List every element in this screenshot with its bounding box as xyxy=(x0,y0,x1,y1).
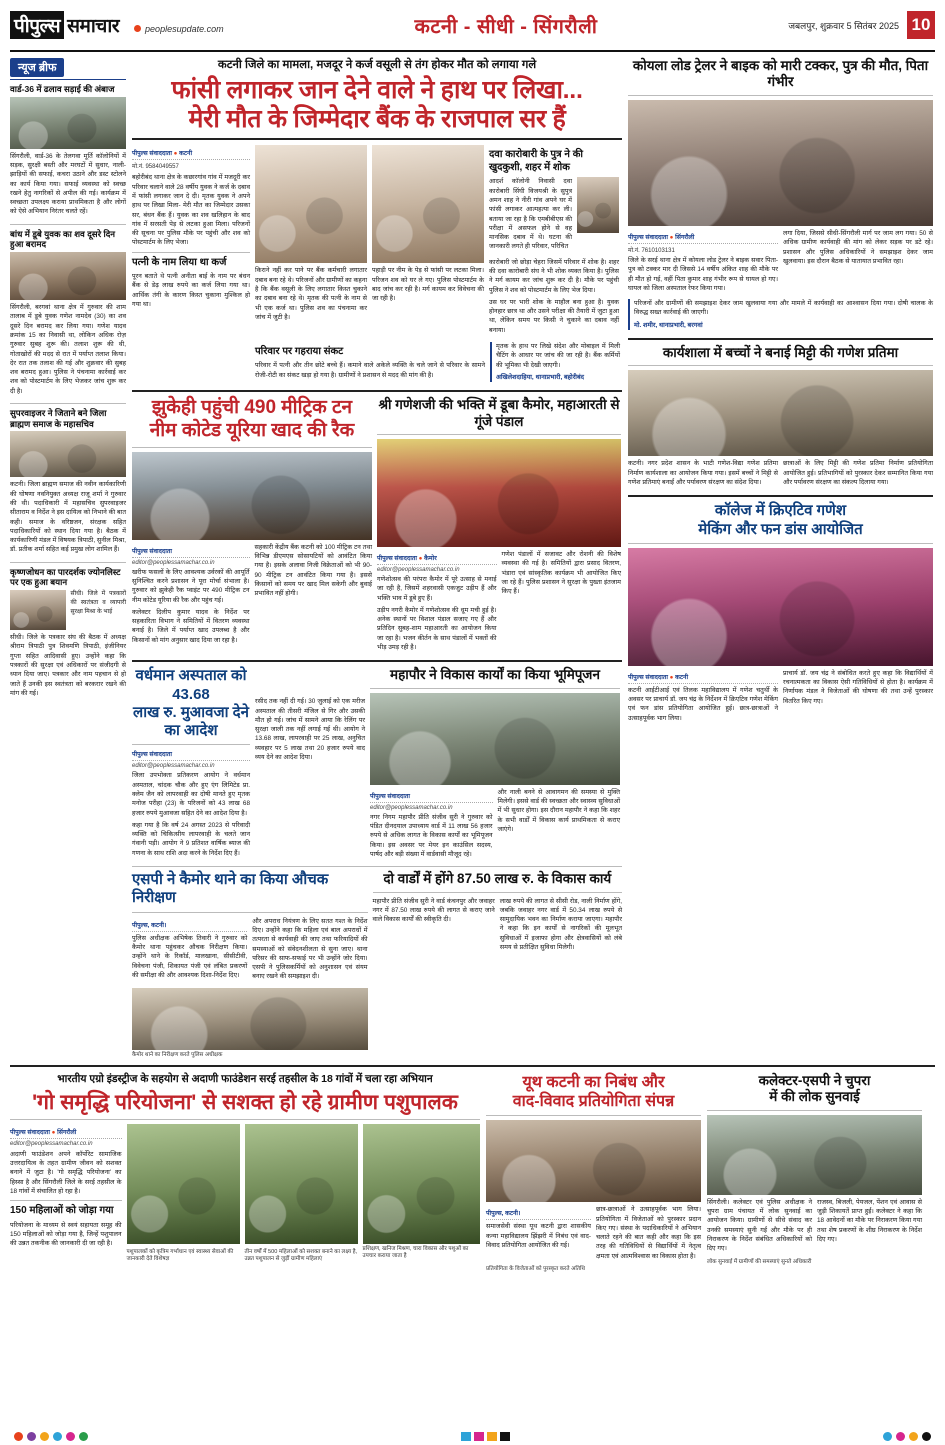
divider xyxy=(10,1200,122,1201)
two-wards-body-2: लाख रुपये की लागत से सीसी रोड, नाली निर्माण होंगे, जबकि जवाहर नगर वार्ड में 50.34 लाख रुपये से सामुदायिक भवन का निर्माण कराया जाएगा। महापौर ने कहा कि इन कार्यों से नागरिकों की मूलभूत सुविधाओं में इजाफा होगा और क्षेत्रवासियों को लंबे समय से प्रतीक्षित सुविधा मिलेगी। xyxy=(499,897,623,951)
accident-phone: मो.नं. 7610103131 xyxy=(628,247,675,254)
accident-byline: पीपुल्स संवाददाता ● सिंगरौली xyxy=(628,232,778,244)
suicide-portrait-photo xyxy=(577,177,619,233)
divider xyxy=(10,562,126,563)
collector-headline-line1: कलेक्टर-एसपी ने चुपरा xyxy=(758,1072,871,1088)
police-byline: पीपुल्स, कटनी। xyxy=(132,920,247,932)
college-byline: पीपुल्स संवाददाता ● कटनी xyxy=(628,672,778,684)
ganesh-headline: श्री गणेशजी की भक्ति में डूबा कैमोर, महाआरती से गूंजे पंडाल xyxy=(378,397,620,429)
brief-headline: बांध में डूबे युवक का शव दूसरे दिन हुआ बरामद xyxy=(10,228,116,250)
ganesh-photo xyxy=(377,439,621,547)
urea-headline-line2: नीम कोटेड यूरिया खाद की रैक xyxy=(149,419,355,441)
clay-ganesh-photo xyxy=(628,370,933,456)
suicide-pullquote xyxy=(490,342,620,385)
divider xyxy=(10,1119,480,1120)
urea-body-3: सहकारी केंद्रीय बैंक कटनी को 100 मीट्रिक टन तथा विभिन्न डीएमएस सोसायटियों को आवंटित किया गया है। इसके अलावा निजी विक्रेताओं को भी 90-90 मीट्रिक टन आवंटित किया गया है। इससे किसानों को समय पर खाद मिल सकेगी और बुवाई प्रभावित नहीं होगी। xyxy=(254,543,372,598)
lead-kicker: कटनी जिले का मामला, मजदूर ने कर्ज वसूली से तंग होकर मौत को लगाया गले xyxy=(217,59,537,71)
lead-body-2: किराने नहीं कर पाने पर बैंक कर्मचारी लगातार दबाव बना रहे थे। परिजनों और ग्रामीणों का कहना है कि बैंक वसूली के लिए लगातार किस्त चुकाने का दबाव बना रहे थे। मृतक की पत्नी के नाम से भी एक कर्ज था। पुलिस शव का पंचनामा कर जांच में जुटी है। xyxy=(255,267,367,321)
govansh-story[interactable] xyxy=(10,1073,480,1273)
collector-headline-line2: में की लोक सुनवाई xyxy=(769,1089,860,1105)
bullet-icon: ● xyxy=(173,150,178,158)
hospital-byline: पीपुल्स संवाददाता xyxy=(132,749,250,761)
urea-email: editor@peoplessamachar.co.in xyxy=(132,559,215,566)
govansh-photo-1 xyxy=(127,1124,240,1244)
ganesh-body-3: गणेश पंडालों में सजावट और रोशनी की विशेष व्यवस्था की गई है। समितियों द्वारा प्रसाद वितरण, भंडारा एवं सांस्कृतिक कार्यक्रम भी आयोजित किए जा रहे हैं। पुलिस प्रशासन ने सुरक्षा के पुख्ता इंतजाम किए हैं। xyxy=(501,551,621,596)
suicide-body-3: उस घर पर भारी शोक के माहौल बना हुआ है। युवक होनहार छात्र था और उसने परीक्षा की तैयारी में जुटा हुआ था, लेकिन समय पर किसी ने चुकाने का दबाव नहीं बनाया। xyxy=(489,298,619,334)
color-dot xyxy=(909,1432,918,1441)
accident-pullquote: परिजनों और ग्रामीणों की समझाइश देकर जाम खुलवाया गया और मामले में कार्यवाही का आश्वासन दिया गया। दोषी चालक के विरुद्ध सख्त कार्रवाई की जाएगी। xyxy=(634,300,933,317)
divider xyxy=(486,1115,701,1116)
urea-story[interactable] xyxy=(132,397,372,655)
brief-photo xyxy=(10,252,126,300)
divider xyxy=(10,224,126,225)
urea-headline-line1: झुकेही पहुंची 490 मीट्रिक टन xyxy=(151,397,353,419)
bullet-icon: ● xyxy=(669,233,674,241)
lead-headline-line1: फांसी लगाकर जान देने वाले ने हाथ पर लिखा... xyxy=(171,75,583,104)
color-dot xyxy=(66,1432,75,1441)
masthead-right xyxy=(788,11,935,39)
lead-text-block-2 xyxy=(255,145,367,325)
logo-secondary: समाचार xyxy=(67,16,120,37)
hospital-headline-line2: लाख रु. मुआवजा देने का आदेश xyxy=(133,703,249,740)
bullet-icon: ● xyxy=(51,1128,56,1136)
brief-item[interactable] xyxy=(10,408,126,558)
govansh-strap: भारतीय एग्रो इंडस्ट्रीज के सहयोग से अदाणी फाउंडेशन सरई तहसील के 18 गांवों में चला रहा अभियान xyxy=(57,1072,433,1085)
divider xyxy=(628,495,933,497)
collector-caption: लोक सुनवाई में ग्रामीणों की समस्याएं सुनते अधिकारी xyxy=(707,1258,812,1265)
govansh-headline: 'गो समृद्धि परियोजना' से सशक्त हो रहे ग्रामीण पशुपालक xyxy=(32,1090,458,1114)
college-photo xyxy=(628,548,933,666)
govansh-caption-2: तीन वर्षों में 500 महिलाओं को सशक्त बनाने का लक्ष्य है, उन्नत पशुपालन से जुड़ीं ग्रामीण महिलाएं xyxy=(244,1248,358,1263)
police-headline: एसपी ने कैमोर थाने का किया औचक निरीक्षण xyxy=(132,871,329,907)
third-row xyxy=(132,667,622,862)
lead-body-3: पहाड़ी पर नीम के पेड़ से फांसी पर लटका मिला। परिजन शव को घर ले गए। पुलिस पोस्टमार्टम के बाद जांच कर रही है। मर्ग कायम कर विवेचना की जा रही है। xyxy=(372,267,484,303)
lead-text-block-3 xyxy=(372,145,484,306)
news-brief-header xyxy=(10,58,126,80)
urea-body-1: खरीफ फसलों के लिए आवश्यक उर्वरकों की आपूर्ति सुनिश्चित करने प्रशासन ने पूरा मोर्चा संभाला है। गुरुवार को झुकेही रैक प्वाइंट पर 490 मीट्रिक टन नीम कोटेड यूरिया की रैक और पहुंच गई। xyxy=(132,568,250,604)
police-photo xyxy=(132,988,368,1050)
reporter-phone: मो.नं. 9584049557 xyxy=(132,164,179,171)
divider xyxy=(132,866,622,867)
suicide-body-2: कारोबारी जो छोड़ा चेहरा जिसमें परिवार में शोक है। शहर की दवा कारोबारी संघ ने भी शोक व्यक्त किया है। पुलिस ने मर्ग कायम कर जांच शुरू कर दी है। मौके पर पहुंची पुलिस ने शव को पोस्टमार्टम के लिए भेज दिया। xyxy=(489,258,619,294)
college-body-2: प्राचार्य डॉ. जय चंद्र ने संबोधित करते हुए कहा कि विद्यार्थियों में रचनात्मकता का विकास ऐसी गतिविधियों से होता है। कार्यक्रम में निर्णायक मंडल ने विजेताओं की घोषणा की तथा उन्हें पुरस्कार वितरित किए गए। xyxy=(783,669,933,705)
divider xyxy=(373,892,622,893)
lead-sub-headline-1: पत्नी के नाम लिया था कर्ज xyxy=(132,256,227,268)
page-number: 10 xyxy=(907,11,935,39)
divider xyxy=(132,252,250,253)
debate-caption: प्रतियोगिता के विजेताओं को पुरस्कृत करते अतिथि xyxy=(486,1266,586,1273)
color-dot xyxy=(14,1432,23,1441)
govansh-body-1: अदाणी फाउंडेशन अपने कॉर्पोरेट सामाजिक उत्तरदायित्व के तहत ग्रामीण जीवन को सशक्त बनाने में जुटा है। 'गो समृद्धि परियोजना' का हिस्सा है और सिंगरौली जिले के सरई तहसील के 18 गांवों में संचालित हो रहा है। xyxy=(10,1150,122,1195)
two-wards-headline: दो वार्डों में होंगे 87.50 लाख रु. के विकास कार्य xyxy=(383,871,612,887)
color-dot xyxy=(896,1432,905,1441)
divider xyxy=(377,434,621,435)
hospital-headline-line1: वर्धमान अस्पताल को 43.68 xyxy=(135,667,247,703)
divider xyxy=(132,660,622,662)
debate-body-1: समाजसेवी संस्था यूथ कटनी द्वारा शासकीय कन्या महाविद्यालय झिंझरी में निबंध एवं वाद-विवाद प्रतियोगिता आयोजित की गई। xyxy=(486,1223,591,1249)
bhumipujan-photo xyxy=(370,693,620,785)
color-dots-left xyxy=(14,1432,88,1441)
ganesh-byline: पीपुल्स संवाददाता ● कैमोर xyxy=(377,553,497,565)
color-dot xyxy=(40,1432,49,1441)
suicide-body-1: आदर्श कॉलोनी निवासी दवा कारोबारी सिंघी विजयश्री के सुपुत्र अमन शाह ने नीरी गांव अपने घर में फांसी लगाकर आत्महत्या कर ली। बताया जा रहा है कि एमबीबीएस की परीक्षा में असफल होने से वह मानसिक दबाव में थे। घटना की जानकारी लगते ही परिवार, परिचित xyxy=(489,178,572,251)
color-dot xyxy=(27,1432,36,1441)
lead-photo-note xyxy=(372,145,484,263)
divider xyxy=(132,744,250,745)
two-wards-story[interactable] xyxy=(373,871,622,1059)
main-column xyxy=(132,58,622,1059)
divider xyxy=(628,95,933,96)
brief-headline: कृष्णजोधन का पारदर्शक ज्योनलिस्ट पर एक हुआ बयान xyxy=(10,566,121,588)
color-dot xyxy=(883,1432,892,1441)
lead-photo-hand xyxy=(255,145,367,263)
police-story[interactable] xyxy=(132,871,368,1059)
lead-story[interactable] xyxy=(132,58,622,385)
debate-byline: पीपुल्स, कटनी। xyxy=(486,1208,591,1220)
accident-body-1: जिले के सरई थाना क्षेत्र में कोयला लोड ट्रेलर ने बाइक सवार पिता-पुत्र को टक्कर मार दी जिससे 14 वर्षीय अंकित शाह की मौके पर ही मौत हो गई, वहीं पिता कुमार शाह गंभीर रूप से घायल हो गए। घायल को जिला अस्पताल रेफर किया गया। xyxy=(628,256,778,292)
govansh-caption-1: पशुपालकों को कृत्रिम गर्भाधान एवं स्वास्थ्य सेवाओं की जानकारी देते विशेषज्ञ xyxy=(126,1248,234,1263)
edition-title: कटनी - सीधी - सिंगरौली xyxy=(414,15,598,38)
color-square xyxy=(487,1432,497,1441)
divider xyxy=(628,543,933,544)
color-square xyxy=(461,1432,471,1441)
divider xyxy=(707,1110,922,1111)
brief-photo xyxy=(10,97,126,149)
divider xyxy=(628,365,933,366)
accident-story[interactable] xyxy=(628,58,933,333)
ganesh-body-2: उड़ीप नगरी कैमोर में गणेशोत्सव की धूम मची हुई है। अनेक स्थानों पर विशाल पंडाल सजाए गए हैं और प्रतिदिन सुबह-शाम महाआरती का आयोजन किया जा रहा है। भजन कीर्तन के साथ पंडालों में भक्तों की भीड़ उमड़ रही है। xyxy=(377,606,497,651)
accident-body-2: लगा दिया, जिससे सीधी-सिंगरौली मार्ग पर जाम लग गया। 50 से अधिक ग्रामीण कार्यवाही की मांग को लेकर सड़क पर डटे रहे। प्रशासन और पुलिस अधिकारियों ने समझाइश देकर जाम खुलवाया। इस दौरान बैठक से यातायात प्रभावित रहा। xyxy=(783,229,933,265)
news-brief-column xyxy=(10,58,126,1059)
hospital-body-1: जिला उपभोक्ता प्रतिकरण आयोग ने वर्धमान अस्पताल, चांदक चौक और हुए एंग लिमिटेड प्रा. क्लेम जैन को लापरवाही का दोषी मानते हुए मृतक मनोज परीहा (23) के परिजनों को 43 लाख 68 हजार रुपये मुआवजा सहित देने का आदेश दिया है। xyxy=(132,772,250,817)
color-square xyxy=(500,1432,510,1441)
urea-photo xyxy=(132,452,372,540)
news-brief-badge: न्यूज ब्रीफ xyxy=(10,58,64,77)
college-story[interactable] xyxy=(628,502,933,726)
clay-ganesh-headline: कार्यशाला में बच्चों ने बनाई मिट्टी की गणेश प्रतिमा xyxy=(662,344,899,360)
govansh-photo-3 xyxy=(363,1124,480,1244)
lead-body-1: बहोरीबंद थाना क्षेत्र के कछारगांव गांव में मजदूरी कर परिवार चलाने वाले 28 वर्षीय युवक ने कर्ज के दबाव में फांसी लगाकर जान दे दी। मृतक युवक ने अपने हाथ पर लिखा मिला- मेरी मौत का जिम्मेदार उसका सर, बंधन बैंक हैं। युवक का शव खलिहान के बाद गांव में सरसती पेड़ से लटका हुआ मिला। परिजनों की सूचना पर पुलिस मौके पर पहुंची और शव को पोस्टमार्टम के लिए भेजा। xyxy=(132,174,250,247)
police-body-1: पुलिस अधीक्षक अभिषेक तिवारी ने गुरुवार को कैमोर थाना पहुंचकर औचक निरीक्षण किया। उन्होंने थाने के रिकॉर्ड, मालखाना, सीसीटीवी, विवेचना पंजी, शिकायत पंजी एवं लंबित प्रकरणों की समीक्षा की और आवश्यक दिशा-निर्देश दिए। xyxy=(132,934,248,979)
govansh-sub-body-1: परियोजना के माध्यम से स्वयं सहायता समूह की 150 महिलाओं को जोड़ा गया है, जिन्हें पशुपालन की उन्नत तकनीक की जानकारी दी जा रही है। xyxy=(10,1221,122,1248)
police-body-2: और अपराध नियंत्रण के लिए सतत गश्त के निर्देश दिए। उन्होंने कहा कि महिला एवं बाल अपराधों में तत्परता से कार्यवाही की जाए तथा फरियादियों की समस्याओं को संवेदनशीलता से सुना जाए। थाना परिसर की साफ-सफाई पर भी उन्होंने जोर दिया। एसपी ने पुलिसकर्मियों को अनुशासन एवं संयम बनाए रखने की समझाइश दी। xyxy=(252,917,368,981)
bhumipujan-email: editor@peoplessamachar.co.in xyxy=(370,804,453,811)
fourth-row xyxy=(132,871,622,1059)
brief-item[interactable] xyxy=(10,567,126,701)
bottom-section xyxy=(10,1073,935,1273)
collector-story[interactable] xyxy=(707,1073,922,1273)
clay-ganesh-body-1: कटनी। नगर प्रदेश शासन के भाटी गणेश-विद्या गणेश प्रतिमा निर्माण कार्यशाला का आयोजन किया गया। इसमें बच्चों ने मिट्टी से गणेश प्रतिमाएं बनाईं और पर्यावरण संरक्षण का संदेश दिया। xyxy=(628,460,778,486)
college-headline-line2: मेकिंग और फन डांस आयोजित xyxy=(698,520,863,538)
police-caption: कैमोर थाने का निरीक्षण करते पुलिस अधीक्षक xyxy=(132,1051,223,1058)
lead-sub-2 xyxy=(255,342,485,385)
accident-headline: कोयला लोड ट्रेलर ने बाइक को मारी टक्कर, पुत्र की मौत, पिता गंभीर xyxy=(632,58,929,90)
logo-primary: पीपुल्स xyxy=(10,11,64,39)
bhumipujan-body-1: नगर निगम महापौर प्रीति संजीव सुरी ने गुरुवार को पंडित दीनदयाल उपाध्याय वार्ड में 11 लाख 56 हजार रुपये से अधिक लागत के विकास कार्यों का भूमिपूजन किया। इस अवसर पर मेयर इन काउंसिल सदस्य, पार्षद और बड़ी संख्या में वार्डवासी मौजूद रहे। xyxy=(370,813,493,858)
accident-photo xyxy=(628,100,933,226)
hospital-email: editor@peoplessamachar.co.in xyxy=(132,763,215,770)
brief-portrait-photo xyxy=(10,590,66,630)
hospital-body-2: कहा गया है कि वर्ष 24 अगस्त 2023 से परिवादी व्यक्ति को चिकित्सीय लापरवाही के चलते जान गंवानी पड़ी। आयोग ने 9 प्रतिशत वार्षिक ब्याज की गणना के साथ राशि अदा करने के निर्देश दिए हैं। xyxy=(132,821,250,857)
pullquote-text: मृतक के हाथ पर लिखे संदेश और मोबाइल में मिली चैटिंग के आधार पर जांच की जा रही है। बैंक कर्मियों की भूमिका भी देखी जाएगी। xyxy=(496,342,620,369)
govansh-sub-headline-1: 150 महिलाओं को जोड़ा गया xyxy=(10,1205,114,1217)
hospital-story[interactable] xyxy=(132,667,250,862)
color-dot xyxy=(79,1432,88,1441)
debate-body-2: छात्र-छात्राओं ने उत्साहपूर्वक भाग लिया। प्रतियोगिता में विजेताओं को पुरस्कार प्रदान किए गए। संस्था के पदाधिकारियों ने अभियान चलाते रहने की बात कही और कहा कि इस तरह की गतिविधियों से विद्यार्थियों में नेतृत्व क्षमता एवं आत्मविश्वास का विकास होता है। xyxy=(596,1206,701,1260)
registration-color-bars xyxy=(0,1432,945,1441)
color-square xyxy=(474,1432,484,1441)
website-url: peoplesupdate.com xyxy=(134,24,224,34)
pullquote-attribution: अखिलेशदाहिया, थानाप्रभारी, बहोरीबंद xyxy=(496,373,585,381)
divider xyxy=(370,688,620,689)
lead-byline: पीपुल्स संवाददाता ● कटनी xyxy=(132,148,250,160)
masthead xyxy=(10,6,935,52)
ganesh-email: editor@peoplessamachar.co.in xyxy=(377,567,460,573)
divider xyxy=(132,447,372,448)
brief-caption: सीधी। जिले में पत्रकारों की स्वतंत्रता व व्यापारी सुरक्षा मिश्रा के भाई xyxy=(70,591,126,615)
two-wards-body-1: महापौर प्रीति संजीव सुरी ने वार्ड कंचनपुर और जवाहर नगर में 87.50 लाख रुपये की लागत से कराए जाने वाले विकास कार्यों की स्वीकृति दी। xyxy=(372,897,495,924)
collector-body-1: सिंगरौली। कलेक्टर एवं पुलिस अधीक्षक ने चुपरा ग्राम पंचायत में लोक सुनवाई का आयोजन किया। ग्रामीणों से सीधे संवाद कर उनकी समस्याएं सुनी गईं और मौके पर ही निराकरण के निर्देश संबंधित अधिकारियों को दिए गए। xyxy=(707,1198,812,1253)
lead-sub-body-2: परिवार में पत्नी और तीन छोटे बच्चे हैं। कमाने वाले अकेले व्यक्ति के चले जाने से परिवार के सामने रोजी-रोटी का संकट खड़ा हो गया है। ग्रामीणों ने प्रशासन से मदद की मांग की है। xyxy=(255,362,485,379)
college-headline-line1: कॉलेज में क्रिएटिव गणेश xyxy=(714,502,847,520)
govansh-photo-2 xyxy=(245,1124,358,1244)
bullet-icon: ● xyxy=(669,673,674,681)
clay-ganesh-story[interactable] xyxy=(628,345,933,490)
divider xyxy=(10,1065,935,1067)
bullet-icon xyxy=(134,25,141,32)
suicide-headline: दवा कारोबारी के पुत्र ने की खुदकुशी, शहर में शोक xyxy=(489,149,583,173)
lead-sub-body-1: पूरन बताते थे पत्नी अनीता बाई के नाम पर बंधन बैंक से डेढ़ लाख रुपये का कर्ज लिया गया था। आर्थिक तंगी के कारण किस्त चुकाना मुश्किल हो गया था। xyxy=(132,273,250,309)
divider xyxy=(10,403,126,404)
govansh-email: editor@peoplessamachar.co.in xyxy=(10,1140,93,1147)
hospital-body-3: रसीद तक नहीं दी गई। 30 जुलाई को एक मरीज अस्पताल की तीसरी मंजिल से गिर और उसकी मौत हो गई। जांच में सामने आया कि रेलिंग पर सुरक्षा जाली तक नहीं लगाई गई थी। आयोग ने 13.68 लाख, लापरवाही पर 25 लाख, अनुचित व्यवहार पर 5 लाख तथा 20 हजार रुपये वाद व्यय देने का आदेश दिया। xyxy=(255,698,365,761)
lead-headline-line2: मेरी मौत के जिम्मेदार बैंक के राजपाल सर हैं xyxy=(188,104,566,133)
bullet-icon: ● xyxy=(418,555,423,562)
bhumipujan-body-2: और नाली बनने से आवागमन की समस्या से मुक्ति मिलेगी। इससे वार्ड की स्वच्छता और स्वास्थ्य सुविधाओं में भी सुधार होगा। इस दौरान महापौर ने कहा कि शहर के सभी वार्डों में विकास कार्य प्राथमिकता से कराए जाएंगे। xyxy=(497,788,620,833)
brief-item[interactable] xyxy=(10,84,126,220)
govansh-byline: पीपुल्स संवाददाता ● सिंगरौली xyxy=(10,1127,122,1139)
divider xyxy=(132,912,368,913)
urea-body-2: कलेक्टर दिलीप कुमार यादव के निर्देश पर सहकारिता विभाग ने समितियों में वितरण व्यवस्था बनाई है। जिले में पर्याप्त खाद उपलब्ध है और किसानों को मांग अनुसार खाद दिया जा रहा है। xyxy=(132,608,250,644)
debate-story[interactable] xyxy=(486,1073,701,1273)
bhumipujan-story[interactable] xyxy=(370,667,620,862)
accident-pullquote-attribution: मो. शमीर, थानाप्रभारी, बरगवां xyxy=(634,321,703,329)
color-squares-mid xyxy=(461,1432,510,1441)
lead-sub-headline-2: परिवार पर गहराया संकट xyxy=(255,345,344,357)
suicide-story[interactable] xyxy=(489,145,619,338)
second-row xyxy=(132,397,622,655)
govansh-caption-3: प्रशिक्षण, खनिज मिश्रण, चारा विकास और पशुओं का उपचार कराया जाता है xyxy=(362,1245,469,1260)
ganesh-story[interactable] xyxy=(377,397,621,655)
publication-logo xyxy=(10,11,224,39)
brief-body: कटनी। जिला ब्राह्मण समाज की नवीन कार्यकारिणी की घोषणा नवनियुक्त अध्यक्ष राजू शर्मा ने गुरुवार की थी। पदाधिकारी में महासचिव सुपरवाइजर सीताराम व निर्देश ने इस दायित्व को निभाने की बात कही। समाज के वरिष्ठजन, संरक्षक सहित पदाधिकारियों को स्थान दिया गया है। बैठक में कार्यकारिणी मंडल में विषयक त्रिपाठी, सुनील मिश्रा, डॉ. प्रतीक शर्मा सहित कई प्रमुख लोग शामिल हैं। xyxy=(10,481,126,554)
debate-headline-line1: यूथ कटनी का निबंध और xyxy=(522,1073,665,1091)
collector-body-2: राजस्व, बिजली, पेयजल, पेंशन एवं आवास से जुड़ी शिकायतें प्राप्त हुईं। कलेक्टर ने कहा कि 18 आवेदनों का मौके पर निराकरण किया गया तथा शेष प्रकरणों के शीघ्र निराकरण के निर्देश दिए गए। xyxy=(817,1198,922,1244)
color-dot xyxy=(922,1432,931,1441)
brief-headline: वार्ड-36 में ढलाव सड़ाई की अंबाज xyxy=(10,84,115,94)
ganesh-body-1: गणेशोत्सव की परंपरा कैमोर में पूरे उत्साह से मनाई जा रही है, जिसमें शहरवासी एकजुट उड़ीप हैं और भक्ति भाव में डूबे हुए हैं। xyxy=(377,576,497,602)
brief-photo xyxy=(10,431,126,477)
collector-photo xyxy=(707,1115,922,1195)
dateline: जबलपुर, शुक्रवार 5 सितंबर 2025 xyxy=(788,20,899,31)
clay-ganesh-body-2: छात्राओं के लिए मिट्टी की गणेश प्रतिमा निर्माण प्रतियोगिता आयोजित हुई। प्रतिभागियों को पुरस्कार देकर सम्मानित किया गया और पर्यावरण संरक्षण का संकल्प दिलाया गया। xyxy=(783,460,933,486)
brief-headline: सुपरवाइजर ने जिताने बने जिला ब्राह्मण समाज के महासचिव xyxy=(10,407,107,429)
brief-item[interactable] xyxy=(10,229,126,399)
debate-headline-line2: वाद-विवाद प्रतियोगिता संपन्न xyxy=(512,1093,675,1111)
brief-body: सिंगरौली, वार्ड-36 के तेलगवा मूर्ति कॉलोनियों में सड़क, सुरक्षी बस्ती और मरघटों में सुधार, नाली-झाड़ियों की सफाई, कचरा उठाने और डस्ट स्टोलने का कार्य किया गया। सफाई व्यवस्था को स्वच्छ रखने हेतु नागरिकों से अपील की गई। कार्यक्रम में स्वच्छता उपलक्ष्य कराया प्राथमिकता है और लोगों को ऐसे अभियान निरंतर चलते रहें। xyxy=(10,152,126,216)
bhumipujan-headline: महापौर ने विकास कार्यों का किया भूमिपूजन xyxy=(390,667,600,683)
color-dots-right xyxy=(883,1432,931,1441)
brief-body: सीधी। जिले के पत्रकार संघ की बैठक में अध्यक्ष श्रीराम त्रिपाठी पुत्र शिवमणि त्रिपाठी, इंजीनियर गुप्ता सहित आदिवासी हुए। उन्होंने कहा कि पत्रकारों की सुरक्षा एवं अधिकारों पर संजीदगी से ध्यान दिया जाए। पत्रकार और नाम पहचान से हो जाते हैं उनकी इस स्वतंत्रता को बरकरार रखने की मांग की गई। xyxy=(10,634,126,697)
urea-byline: पीपुल्स संवाददाता xyxy=(132,546,250,558)
debate-photo xyxy=(486,1120,701,1202)
bhumipujan-byline: पीपुल्स संवाददाता xyxy=(370,791,493,803)
right-column xyxy=(628,58,933,1059)
color-dot xyxy=(53,1432,62,1441)
hospital-story-cont xyxy=(255,667,365,862)
divider xyxy=(132,390,622,392)
page-columns xyxy=(10,58,935,1059)
divider xyxy=(132,138,622,140)
college-body-1: कटनी आईटीआई एवं तिलक महाविद्यालय में गणेश चतुर्थी के अवसर पर प्राचार्य डॉ. जय चंद्र के निर्देशन में क्रिएटिव गणेश मेकिंग एवं फन डांस प्रतियोगिता आयोजित हुई। छात्र-छात्राओं ने उत्साहपूर्वक भाग लिया। xyxy=(628,686,778,722)
divider xyxy=(628,338,933,340)
lead-text-block-1 xyxy=(132,145,250,312)
brief-body: सिंगरौली, बरगवां थाना क्षेत्र में गुरुवार की शाम तालाब में डूबे युवक गणेश नामदेव (30) का शव दूसरे दिन बरामद कर लिया गया। गणेश यादव क्रमांक 15 का निवासी था, लोकिन अधिक रोज़ गुरुवार सुबह शुरू की। तलाश शुरू की थी, गोताखोरों की मदद से रात में पर्याप्त तलाश किया। देर रात तक तलाश की गई और शुक्रवार की सुबह शव बरामद हुआ। पुलिस ने पंचनामा कार्रवाई कर शव को पोस्टमार्टम के लिए भेजकर जांच शुरू कर दी है। xyxy=(10,304,126,395)
